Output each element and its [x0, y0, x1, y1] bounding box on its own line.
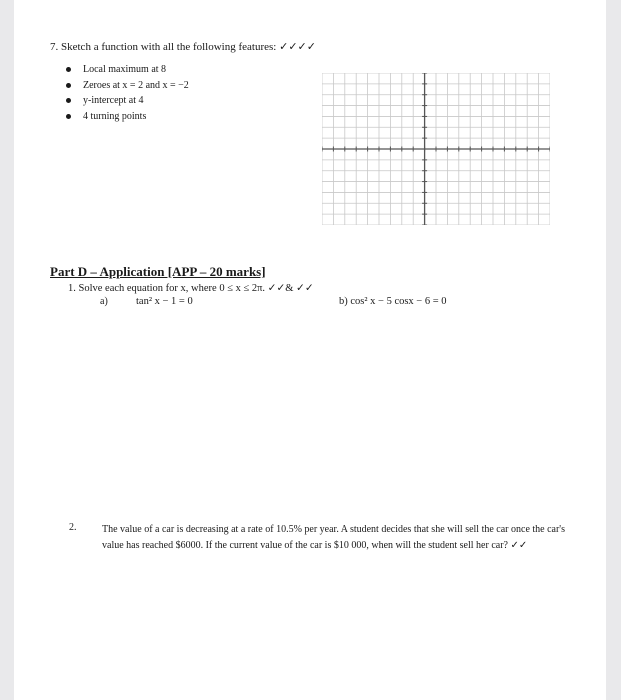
bullet-icon	[66, 83, 71, 88]
feature-item: y-intercept at 4	[66, 93, 189, 109]
question-1a-equation: tan² x − 1 = 0	[136, 296, 193, 307]
question-2-text: The value of a car is decreasing at a rate of 10.5% per year. A student decides that she will sell the car once the car's value has reached $6000. If the current value of the car is $10 000, when will the student sell her car? ✓✓	[102, 524, 566, 551]
feature-item: Local maximum at 8	[66, 62, 189, 78]
bullet-icon	[66, 114, 71, 119]
coordinate-grid	[322, 73, 550, 225]
part-d-heading: Part D – Application [APP – 20 marks]	[50, 264, 266, 279]
feature-item: 4 turning points	[66, 109, 189, 125]
question-2-number: 2.	[69, 522, 77, 533]
worksheet-page	[14, 0, 606, 700]
bullet-icon	[66, 98, 71, 103]
question-7-title: 7. Sketch a function with all the following features: ✓✓✓✓	[50, 41, 316, 53]
feature-item: Zeroes at x = 2 and x = −2	[66, 78, 189, 94]
question-1-prompt: 1. Solve each equation for x, where 0 ≤ x ≤ 2π. ✓✓& ✓✓	[68, 283, 314, 294]
question-1a-label: a)	[100, 296, 108, 307]
question-1b-equation: b) cos² x − 5 cosx − 6 = 0	[339, 296, 447, 307]
feature-list	[66, 62, 189, 124]
bullet-icon	[66, 67, 71, 72]
